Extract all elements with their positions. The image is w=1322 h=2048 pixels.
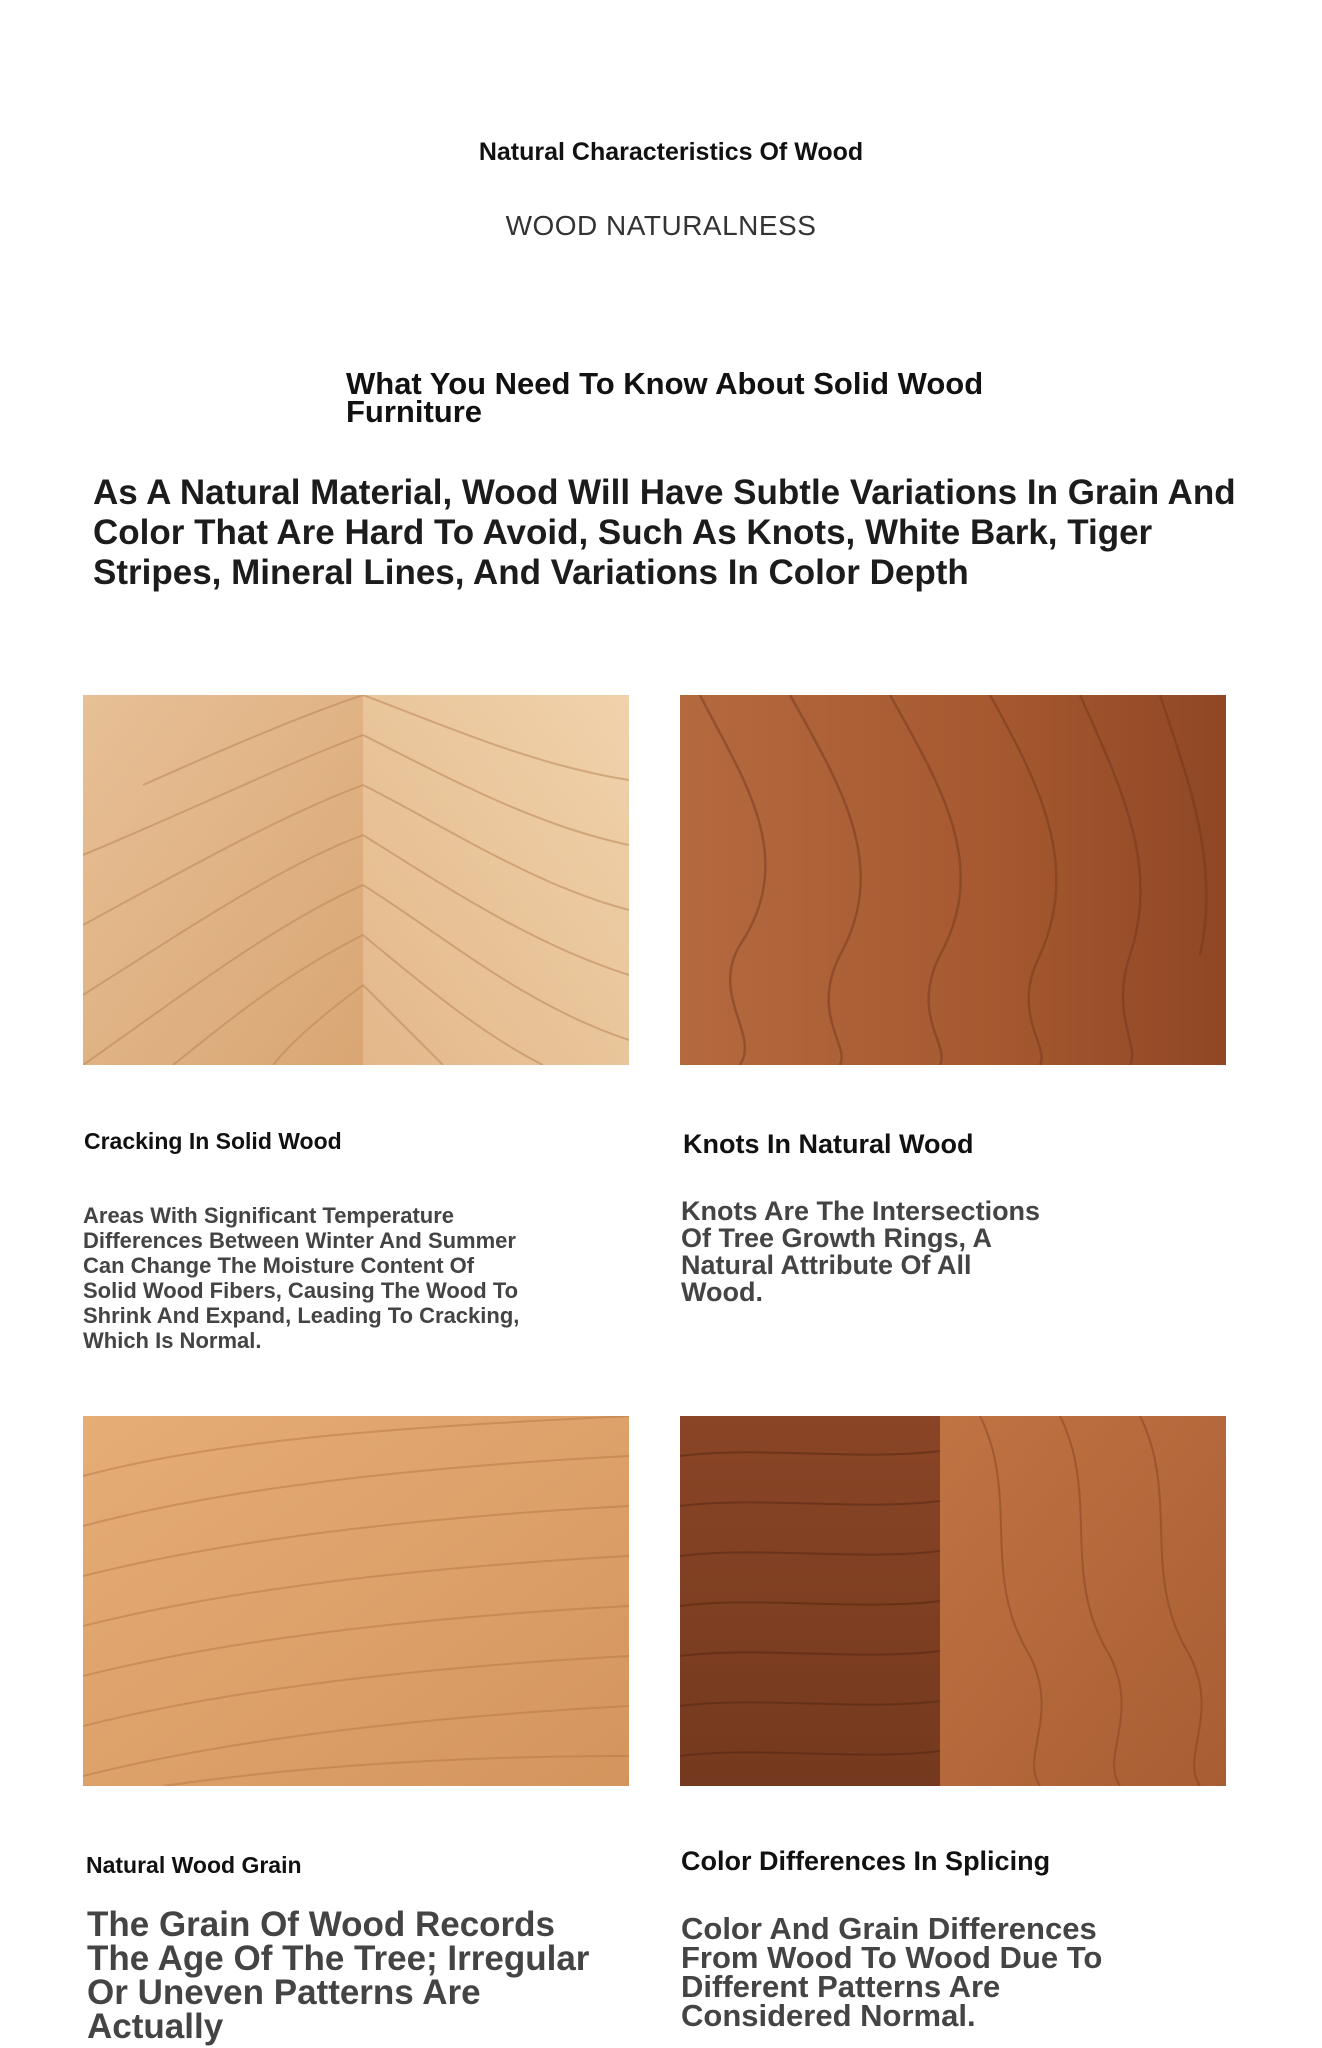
- wood-image-knots: [680, 695, 1226, 1065]
- item-description-cracking: Areas With Significant Temperature Differences Between Winter And Summer Can Change The Moisture Content Of Solid Wood Fibers, Causing The Wood To Shrink And Expand, Leading To Cracking, Which Is Normal.: [83, 1203, 520, 1353]
- item-title-splicing: Color Differences In Splicing: [681, 1846, 1051, 1876]
- intro-text: As A Natural Material, Wood Will Have Subtle Variations In Grain And Color That Are Hard To Avoid, Such As Knots, White Bark, Tiger Stripes, Mineral Lines, And Variations In Color Depth: [93, 473, 1236, 592]
- item-title-knots: Knots In Natural Wood: [683, 1129, 974, 1159]
- item-title-cracking: Cracking In Solid Wood: [84, 1128, 342, 1154]
- wood-image-splicing: [680, 1416, 1226, 1786]
- wood-image-cracking: [83, 695, 629, 1065]
- page-subtitle: WOOD NATURALNESS: [505, 210, 817, 241]
- wood-image-grain: [83, 1416, 629, 1786]
- item-description-splicing: Color And Grain Differences From Wood To Wood Due To Different Patterns Are Considered Normal.: [681, 1911, 1103, 2033]
- item-title-grain: Natural Wood Grain: [86, 1852, 302, 1878]
- item-description-knots: Knots Are The Intersections Of Tree Growth Rings, A Natural Attribute Of All Wood.: [681, 1196, 1041, 1307]
- page-title: Natural Characteristics Of Wood: [478, 138, 864, 166]
- section-heading: What You Need To Know About Solid Wood Furniture: [346, 366, 984, 429]
- item-description-grain: The Grain Of Wood Records The Age Of The Tree; Irregular Or Uneven Patterns Are Actually: [87, 1905, 590, 2046]
